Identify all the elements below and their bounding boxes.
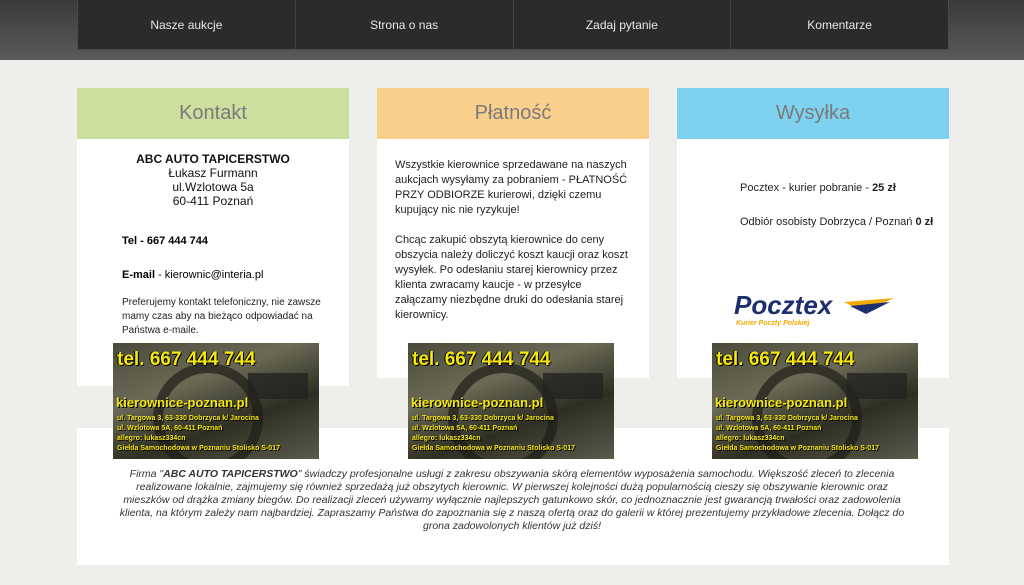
shipping-option-pickup	[740, 216, 933, 228]
dashboard-screen-image	[248, 373, 308, 399]
main-nav	[77, 0, 949, 50]
payment-card	[377, 88, 649, 378]
banner-address-2: ul. Wzlotowa 5A, 60-411 Poznań	[412, 425, 518, 432]
banner-phone: tel. 667 444 744	[412, 349, 551, 370]
contact-address	[77, 152, 349, 208]
desc-prefix: Firma "	[129, 468, 164, 480]
city: 60-411 Poznań	[172, 194, 254, 208]
dashboard-screen-image	[847, 373, 907, 399]
banner-address-2: ul. Wzlotowa 5A, 60-411 Poznań	[716, 425, 822, 432]
dashboard-screen-image	[543, 373, 603, 399]
banner-address-1: ul. Targowa 3, 63-330 Dobrzyca k/ Jarocina	[117, 415, 259, 422]
banner-website: kierownice-poznan.pl	[411, 395, 544, 410]
pocztex-logo-subtitle: Kurier Poczty Polskiej	[736, 320, 810, 327]
nav-item-comments[interactable]: Komentarze	[807, 17, 872, 32]
banner-phone: tel. 667 444 744	[716, 349, 855, 370]
promo-banner-1	[113, 343, 319, 459]
shipping-courier-label: Pocztex - kurier pobranie -	[740, 182, 873, 194]
shipping-card-title: Wysyłka	[677, 88, 949, 139]
banner-address-2: ul. Wzlotowa 5A, 60-411 Poznań	[117, 425, 223, 432]
shipping-pickup-price: 0 zł	[915, 216, 934, 228]
banner-phone: tel. 667 444 744	[117, 349, 256, 370]
payment-paragraph-2: Chcąc zakupić obszytą kierownice do ceny obszycia należy doliczyć koszt kaucji oraz koszt wysyłek. Po odesłaniu starej kierownicy przez klienta zwracamy kaucje - w przesyłce załączamy niezbędne druki do odesłania starej kierownicy.	[395, 234, 628, 321]
banner-address-1: ul. Targowa 3, 63-330 Dobrzyca k/ Jarocina	[412, 415, 554, 422]
shipping-card	[677, 88, 949, 378]
shipping-option-courier	[740, 182, 896, 194]
contact-card-title: Kontakt	[77, 88, 349, 139]
email-label: E-mail	[122, 269, 156, 281]
shipping-pickup-label: Odbiór osobisty Dobrzyca / Poznań	[740, 216, 916, 228]
payment-text	[395, 158, 635, 323]
banner-gielda: Giełda Samochodowa w Poznaniu Stolisko S-017	[716, 445, 879, 452]
desc-company: ABC AUTO TAPICERSTWO	[163, 468, 298, 480]
nav-item-about[interactable]: Strona o nas	[296, 0, 514, 49]
nav-item-auctions[interactable]: Nasze aukcje	[78, 0, 296, 49]
company-description	[112, 468, 912, 533]
owner-name: Łukasz Furmann	[168, 166, 258, 180]
pocztex-logo	[732, 288, 902, 328]
promo-banner-3	[712, 343, 918, 459]
nav-item-ask[interactable]: Zadaj pytanie	[514, 0, 732, 49]
banner-website: kierownice-poznan.pl	[715, 395, 848, 410]
email-separator: -	[155, 269, 165, 281]
payment-paragraph-1: Wszystkie kierownice sprzedawane na naszych aukcjach wysyłamy za pobraniem - PŁATNOŚĆ PRZY ODBIORZE kurierowi, dzięki czemu kupujący nic nie ryzykuje!	[395, 159, 628, 216]
banner-gielda: Giełda Samochodowa w Poznaniu Stolisko S-017	[117, 445, 280, 452]
contact-preference-note: Preferujemy kontakt telefoniczny, nie zawsze mamy czas aby na bieżąco odpowiadać na Państwa e-maile.	[122, 297, 321, 336]
banner-website: kierownice-poznan.pl	[116, 395, 249, 410]
email-link[interactable]: kierownic@interia.pl	[164, 269, 264, 281]
desc-body: " świadczy profesjonalne usługi z zakresu obszywania skórą elementów wyposażenia samochodu. Większość zleceń to zlecenia realizowane lokalnie, zajmujemy się również sprzedażą już obszytych kierownic. W pierwszej kolejności dużą popularnością cieszy się obszywanie kierownic oraz mieszków od drążka zmiany biegów. Do realizacji zleceń używamy wyłącznie najlepszych gatunkowo skór, co jednoznacznie jest gwarancją trwałości oraz zadowolenia klienta, na którym zależy nam najbardziej. Zapraszamy Państwa do zapoznania się z naszą ofertą oraz do galerii w której prezentujemy przykładowe zlecenia. Dołącz do grona zadowolonych klientów już dziś!	[119, 468, 905, 532]
banner-allegro: allegro: lukasz334cn	[117, 435, 186, 442]
payment-card-title: Płatność	[377, 88, 649, 139]
street: ul.Wzlotowa 5a	[172, 180, 254, 194]
banner-address-1: ul. Targowa 3, 63-330 Dobrzyca k/ Jarocina	[716, 415, 858, 422]
shipping-courier-price: 25 zł	[872, 182, 896, 194]
contact-card	[77, 88, 349, 386]
pocztex-logo-text: Pocztex	[734, 290, 833, 320]
company-name: ABC AUTO TAPICERSTWO	[136, 152, 290, 166]
banner-allegro: allegro: lukasz334cn	[716, 435, 785, 442]
promo-banner-2	[408, 343, 614, 459]
email-line	[122, 269, 263, 281]
banner-allegro: allegro: lukasz334cn	[412, 435, 481, 442]
phone-line: Tel - 667 444 744	[122, 235, 209, 247]
banner-gielda: Giełda Samochodowa w Poznaniu Stolisko S-017	[412, 445, 575, 452]
